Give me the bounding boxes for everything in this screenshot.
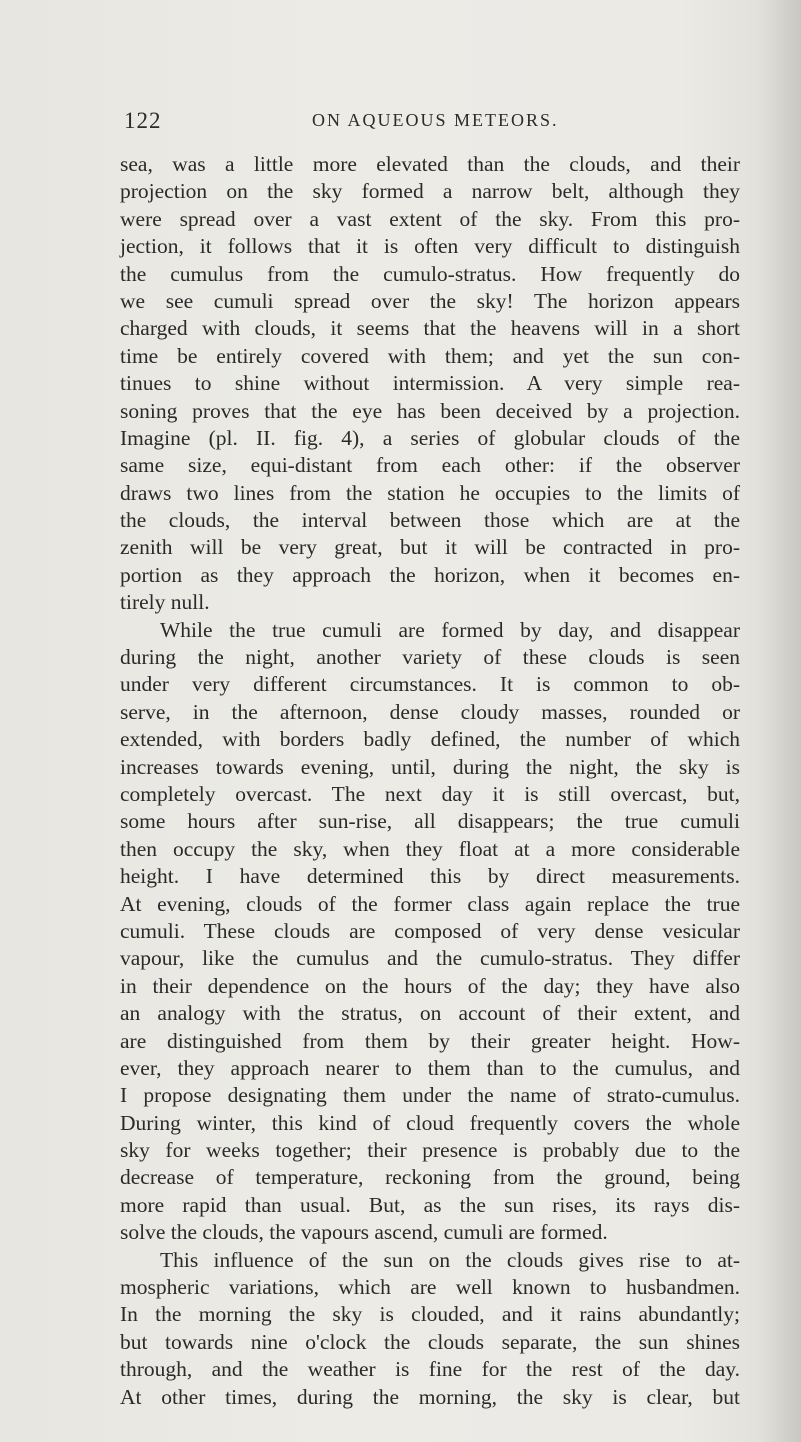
text-line: mospheric variations, which are well known to husbandmen. [120, 1275, 740, 1300]
text-line: This influence of the sun on the clouds gives rise to at- [160, 1247, 740, 1272]
page-edge-shadow [759, 0, 801, 1442]
text-line: projection on the sky formed a narrow belt, although they [120, 179, 740, 204]
text-line: portion as they approach the horizon, when it becomes en- [120, 562, 740, 587]
text-line: charged with clouds, it seems that the heavens will in a short [120, 316, 740, 341]
text-line: under very different circumstances. It is common to ob- [120, 672, 740, 697]
text-line: sky for weeks together; their presence is probably due to the [120, 1138, 740, 1163]
text-line: increases towards evening, until, during the night, the sky is [120, 754, 740, 779]
text-line: cumuli. These clouds are composed of very dense vesicular [120, 918, 740, 943]
body-text [120, 151, 740, 1411]
text-line: vapour, like the cumulus and the cumulo-stratus. They differ [120, 946, 740, 971]
text-line: solve the clouds, the vapours ascend, cumuli are formed. [120, 1220, 608, 1245]
text-line: At other times, during the morning, the sky is clear, but [120, 1384, 740, 1409]
text-line: some hours after sun-rise, all disappears; the true cumuli [120, 809, 740, 834]
text-line: sea, was a little more elevated than the clouds, and their [120, 152, 740, 176]
text-line: In the morning the sky is clouded, and it rains abundantly; [120, 1302, 740, 1327]
running-title: ON AQUEOUS METEORS. [312, 110, 559, 130]
text-line: we see cumuli spread over the sky! The horizon appears [120, 288, 740, 313]
text-line: same size, equi-distant from each other: if the observer [120, 453, 740, 478]
running-head [124, 108, 684, 142]
text-line: tinues to shine without intermission. A very simple rea- [120, 371, 740, 396]
text-line: are distinguished from them by their greater height. How- [120, 1028, 740, 1053]
text-line: through, and the weather is fine for the rest of the day. [120, 1357, 740, 1382]
text-line: While the true cumuli are formed by day, and disappear [160, 617, 740, 642]
text-line: in their dependence on the hours of the day; they have also [120, 973, 740, 998]
text-line: At evening, clouds of the former class again replace the true [120, 891, 740, 916]
text-line: ever, they approach nearer to them than to the cumulus, and [120, 1055, 740, 1080]
text-line: I propose designating them under the name of strato-cumulus. [120, 1083, 740, 1108]
text-line: soning proves that the eye has been deceived by a projection. [120, 398, 740, 423]
text-line: height. I have determined this by direct measurements. [120, 864, 740, 889]
text-line: then occupy the sky, when they float at a more considerable [120, 836, 740, 861]
text-line: serve, in the afternoon, dense cloudy masses, rounded or [120, 699, 740, 724]
text-line: the clouds, the interval between those which are at the [120, 508, 740, 533]
text-line: decrease of temperature, reckoning from the ground, being [120, 1165, 740, 1190]
text-line: but towards nine o'clock the clouds separate, the sun shines [120, 1329, 740, 1354]
text-line: Imagine (pl. II. fig. 4), a series of globular clouds of the [120, 425, 740, 450]
text-line: tirely null. [120, 590, 210, 615]
text-line: were spread over a vast extent of the sky. From this pro- [120, 206, 740, 231]
text-line: during the night, another variety of these clouds is seen [120, 645, 740, 670]
text-line: draws two lines from the station he occupies to the limits of [120, 480, 740, 505]
text-line: time be entirely covered with them; and yet the sun con- [120, 343, 740, 368]
text-line: more rapid than usual. But, as the sun rises, its rays dis- [120, 1192, 740, 1217]
text-line: extended, with borders badly defined, the number of which [120, 727, 740, 752]
text-line: an analogy with the stratus, on account of their extent, and [120, 1001, 740, 1026]
text-line: the cumulus from the cumulo-stratus. How frequently do [120, 261, 740, 286]
text-line: During winter, this kind of cloud frequently covers the whole [120, 1110, 740, 1135]
text-line: completely overcast. The next day it is still overcast, but, [120, 781, 740, 806]
text-line: zenith will be very great, but it will be contracted in pro- [120, 535, 740, 560]
text-line: jection, it follows that it is often very difficult to distinguish [120, 234, 740, 259]
page-number: 122 [124, 108, 162, 133]
